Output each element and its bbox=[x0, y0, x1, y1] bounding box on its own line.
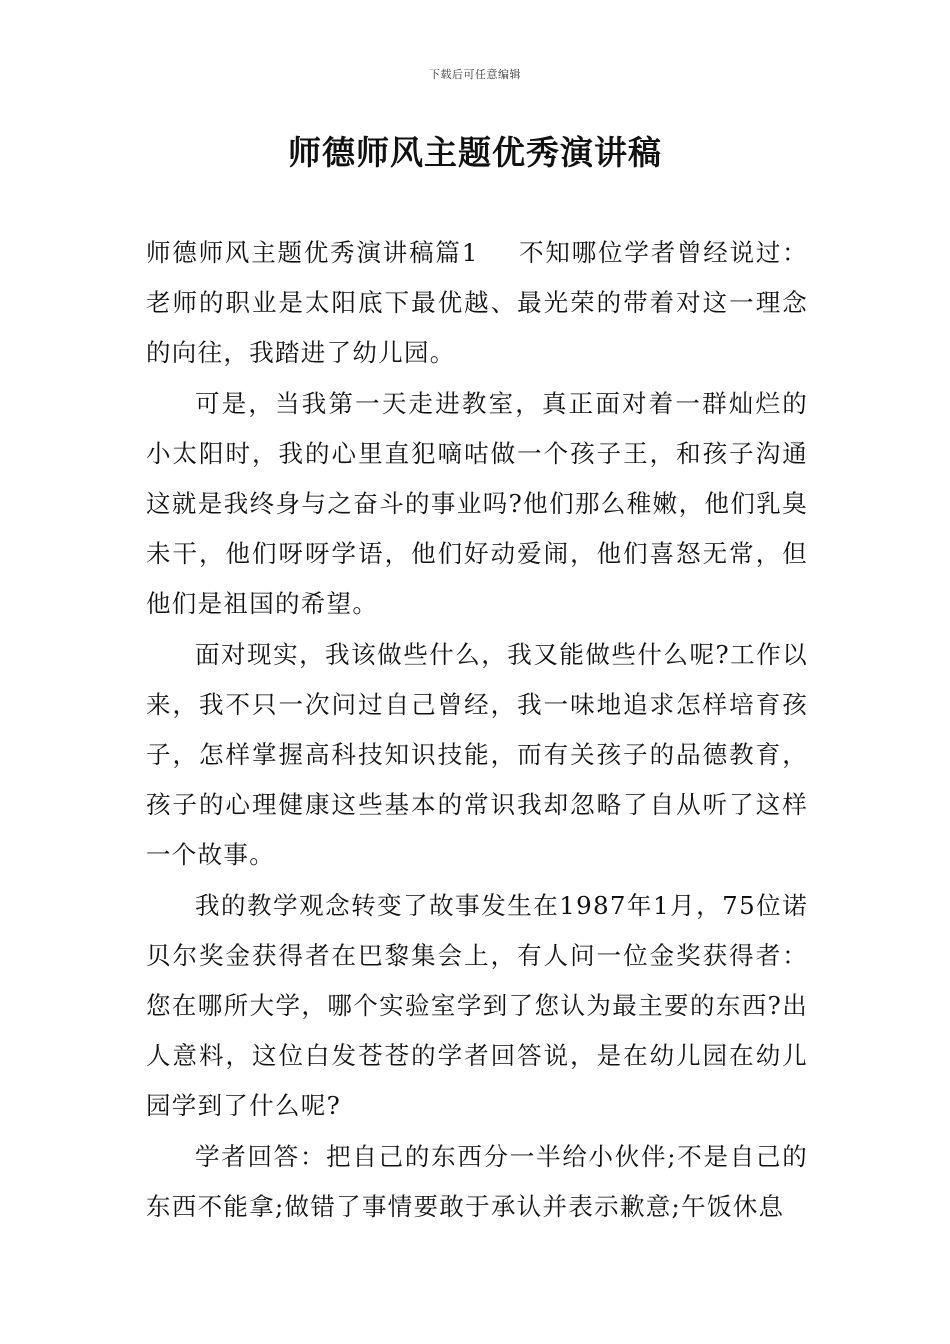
header-note: 下载后可任意编辑 bbox=[429, 68, 521, 81]
paragraph-2: 可是，当我第一天走进教室，真正面对着一群灿烂的小太阳时，我的心里直犯嘀咕做一个孩子王，和孩子沟通这就是我终身与之奋斗的事业吗?他们那么稚嫩，他们乳臭未干，他们呀呀学语，他们好动爱闹，他们喜怒无常，但他们是祖国的希望。 bbox=[146, 388, 808, 619]
paragraph-1-text: 不知哪位学者曾经说过：老师的职业是太阳底下最优越、最光荣的带着对这一理念的向往，我踏进了幼儿园。 bbox=[146, 238, 808, 368]
document-body bbox=[146, 228, 808, 1232]
paragraph-3: 面对现实，我该做些什么，我又能做些什么呢?工作以来，我不只一次问过自己曾经，我一味地追求怎样培育孩子，怎样掌握高科技知识技能，而有关孩子的品德教育，孩子的心理健康这些基本的常识我却忽略了自从听了这样一个故事。 bbox=[146, 639, 808, 870]
section-heading: 师德师风主题优秀演讲稿篇1 bbox=[146, 238, 479, 267]
paragraph-1 bbox=[146, 228, 808, 379]
document-title: 师德师风主题优秀演讲稿 bbox=[288, 133, 662, 172]
paragraph-4: 我的教学观念转变了故事发生在1987年1月，75位诺贝尔奖金获得者在巴黎集会上，有人问一位金奖获得者：您在哪所大学，哪个实验室学到了您认为最主要的东西?出人意料，这位白发苍苍的学者回答说，是在幼儿园在幼儿园学到了什么呢? bbox=[146, 890, 808, 1121]
paragraph-5: 学者回答：把自己的东西分一半给小伙伴;不是自己的东西不能拿;做错了事情要敢于承认并表示歉意;午饭休息 bbox=[146, 1141, 808, 1221]
